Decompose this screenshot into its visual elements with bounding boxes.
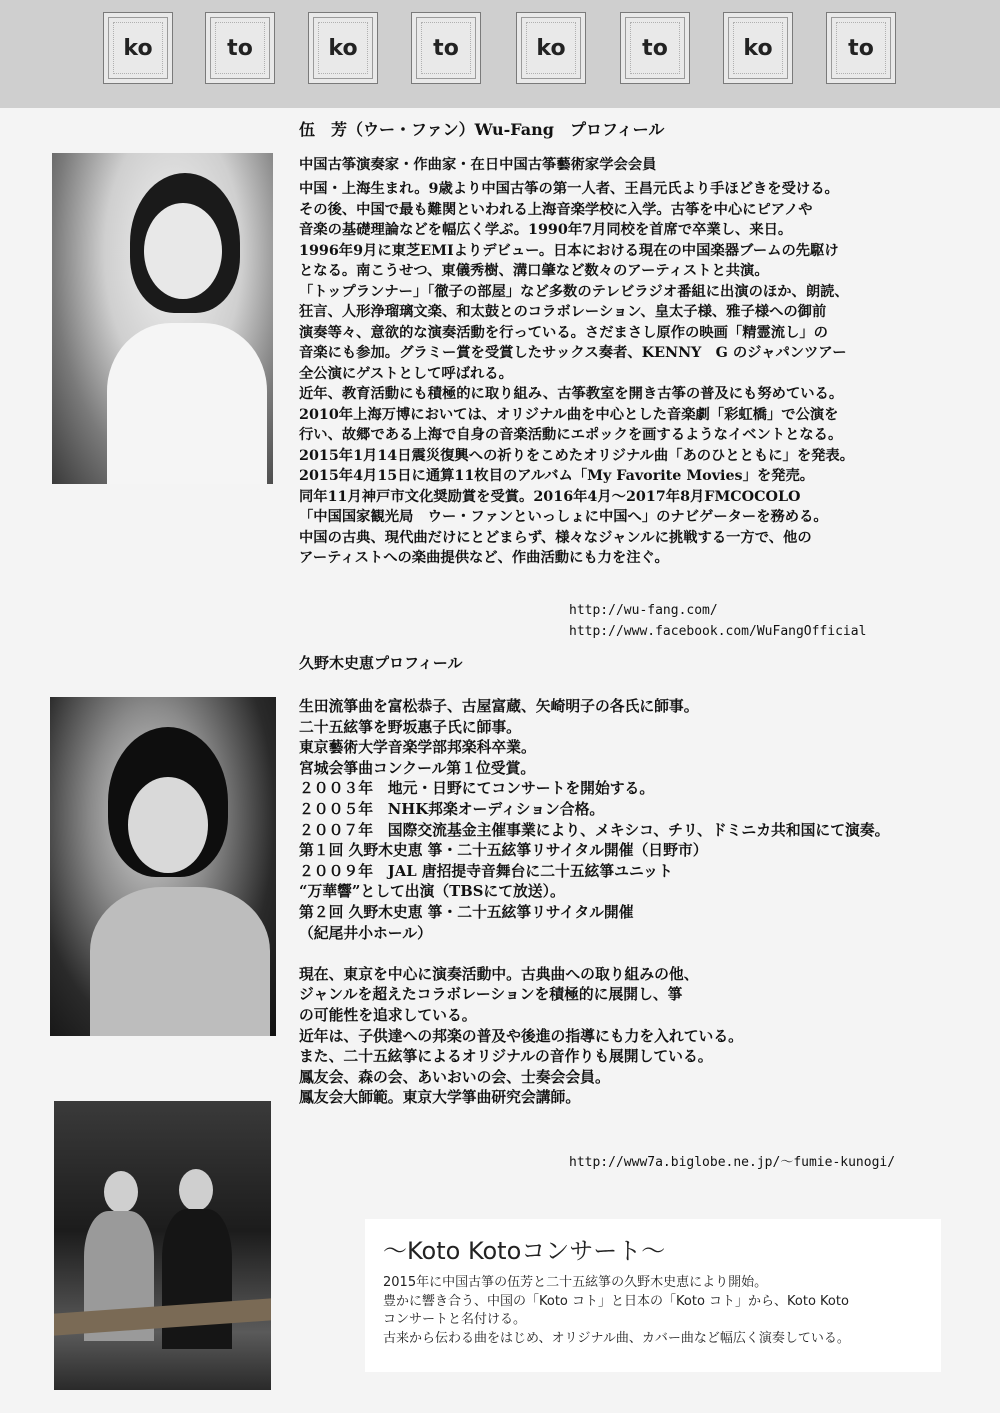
kunogi-line: “万華響”として出演（TBSにて放送）。 [299,883,565,901]
wu-fang-line: 2015年4月15日に通算11枚目のアルバム「My Favorite Movies」を発売。 [299,468,815,484]
kunogi-line: ２００７年 国際交流基金主催事業により、メキシコ、チリ、ドミニカ共和国にて演奏。 [299,821,890,839]
kunogi-line: 二十五絃箏を野坂惠子氏に師事。 [299,718,521,736]
portrait-dress [90,887,270,1036]
tile-label: ko [123,35,153,61]
portrait-face [128,777,208,873]
concert-title: ～Koto Kotoコンサート～ [383,1237,666,1265]
kunogi-line: ２００３年 地元・日野にてコンサートを開始する。 [299,780,655,798]
portrait-dress [107,323,267,484]
wu-fang-line: 中国の古典、現代曲だけにとどまらず、様々なジャンルに挑戦する一方で、他の [299,529,812,546]
kunogi-website-link[interactable]: http://www7a.biglobe.ne.jp/～fumie-kunogi/ [569,1155,896,1170]
wu-fang-line: 全公演にゲストとして呼ばれる。 [299,365,513,382]
wu-fang-line: 中国古筝演奏家・作曲家・在日中国古筝藝術家学会会員 [299,157,657,173]
wu-fang-facebook-link[interactable]: http://www.facebook.com/WuFangOfficial [569,624,867,639]
wu-fang-line: となる。南こうせつ、東儀秀樹、溝口肇など数々のアーティストと共演。 [299,263,769,279]
wu-fang-website-link[interactable]: http://wu-fang.com/ [569,603,718,618]
portrait-face [104,1171,138,1213]
concert-line: 豊かに響き合う、中国の「Koto コト」と日本の「Koto コト」から、Koto Koto [383,1293,849,1309]
wu-fang-line: 行い、故郷である上海で自身の音楽活動にエポックを画するようなイベントとなる。 [299,427,843,443]
wu-fang-line: 中国・上海生まれ。9歳より中国古筝の第一人者、王昌元氏より手ほどきを受ける。 [299,181,839,197]
header-tile [411,12,481,84]
wu-fang-line: アーティストへの楽曲提供など、作曲活動にも力を注ぐ。 [299,550,669,566]
wu-fang-line: 演奏等々、意欲的な演奏活動を行っている。さだまさし原作の映画「精霊流し」の [299,324,828,341]
kunogi-line: 宮城会箏曲コンクール第１位受賞。 [299,759,536,777]
wu-fang-line: 同年11月神戸市文化奨励賞を受賞。2016年4月～2017年8月FMCOCOLO [299,488,801,505]
wu-fang-line: 音楽の基礎理論などを幅広く学ぶ。1990年7月同校を首席で卒業し、来日。 [299,222,793,238]
wu-fang-line: 「トップランナー」「徹子の部屋」など多数のテレビラジオ番組に出演のほか、朗読、 [299,283,849,300]
kunogi-line: 現在、東京を中心に演奏活動中。古典曲への取り組みの他、 [299,965,699,983]
kunogi-line: （紀尾井小ホール） [299,924,432,942]
kunogi-line: の可能性を追求している。 [299,1007,477,1024]
kunogi-line: 鳳友会大師範。東京大学箏曲研究会講師。 [299,1089,581,1107]
header-band [0,0,1000,108]
wu-fang-line: 2010年上海万博においては、オリジナル曲を中心とした音楽劇「彩虹橋」で公演を [299,406,839,423]
kunogi-portrait [50,697,276,1036]
header-tile [103,12,173,84]
header-tile [826,12,896,84]
header-tile [516,12,586,84]
tile-label: to [642,35,668,61]
wu-fang-line: 狂言、人形浄瑠璃文楽、和太鼓とのコラボレーション、皇太子様、雅子様への御前 [299,304,827,320]
portrait-face [179,1169,213,1211]
kunogi-line: また、二十五絃箏によるオリジナルの音作りも展開している。 [299,1048,713,1066]
duo-photo [54,1101,271,1390]
kunogi-line: 第１回 久野木史恵 箏・二十五絃箏リサイタル開催（日野市） [299,842,708,860]
wu-fang-line: その後、中国で最も難関といわれる上海音楽学校に入学。古筝を中心にピアノや [299,201,813,218]
kunogi-line: 第２回 久野木史恵 箏・二十五絃箏リサイタル開催 [299,904,634,921]
wu-fang-line: 2015年1月14日震災復興への祈りをこめたオリジナル曲「あのひとともに」を発表。 [299,447,855,464]
kunogi-line: 生田流箏曲を富松恭子、古屋富蔵、矢崎明子の各氏に師事。 [299,698,699,715]
header-tile [723,12,793,84]
header-tile [620,12,690,84]
header-tile [205,12,275,84]
wu-fang-line: 1996年9月に東芝EMIよりデビュー。日本における現在の中国楽器ブームの先駆け [299,242,839,259]
kunogi-line: 近年は、子供達への邦楽の普及や後進の指導にも力を入れている。 [299,1027,743,1045]
kunogi-line: ジャンルを超えたコラボレーションを積極的に展開し、箏 [299,986,683,1004]
tile-label: to [227,35,253,61]
tile-label: to [433,35,459,61]
kunogi-heading: 久野木史恵プロフィール [299,654,463,672]
header-tile [308,12,378,84]
tile-label: to [848,35,874,61]
tile-label: ko [743,35,773,61]
kunogi-line: 鳳友会、森の会、あいおいの会、士奏会会員。 [299,1068,610,1086]
portrait-dress [162,1209,232,1349]
tile-label: ko [536,35,566,61]
wu-fang-portrait [52,153,273,484]
concert-line: 古来から伝わる曲をはじめ、オリジナル曲、カバー曲など幅広く演奏している。 [383,1330,850,1346]
portrait-face [144,203,222,299]
concert-line: 2015年に中国古箏の伍芳と二十五絃箏の久野木史恵により開始。 [383,1275,768,1290]
wu-fang-line: 近年、教育活動にも積極的に取り組み、古筝教室を開き古筝の普及にも努めている。 [299,386,844,402]
concert-description [383,1274,850,1348]
wu-fang-line: 音楽にも参加。グラミー賞を受賞したサックス奏者、KENNY G のジャパンツアー [299,345,847,361]
tile-label: ko [328,35,358,61]
kunogi-line: ２００９年 JAL 唐招提寺音舞台に二十五絃箏ユニット [299,862,673,880]
concert-line: コンサートと名付ける。 [383,1312,527,1327]
concert-info-box [365,1219,941,1372]
kunogi-line: 東京藝術大学音楽学部邦楽科卒業。 [299,739,536,757]
kunogi-line: ２００５年 NHK邦楽オーディション合格。 [299,801,605,818]
wu-fang-heading: 伍 芳（ウー・ファン）Wu-Fang プロフィール [299,120,665,139]
wu-fang-line: 「中国国家観光局 ウー・ファンといっしょに中国へ」のナビゲーターを務める。 [299,509,828,525]
